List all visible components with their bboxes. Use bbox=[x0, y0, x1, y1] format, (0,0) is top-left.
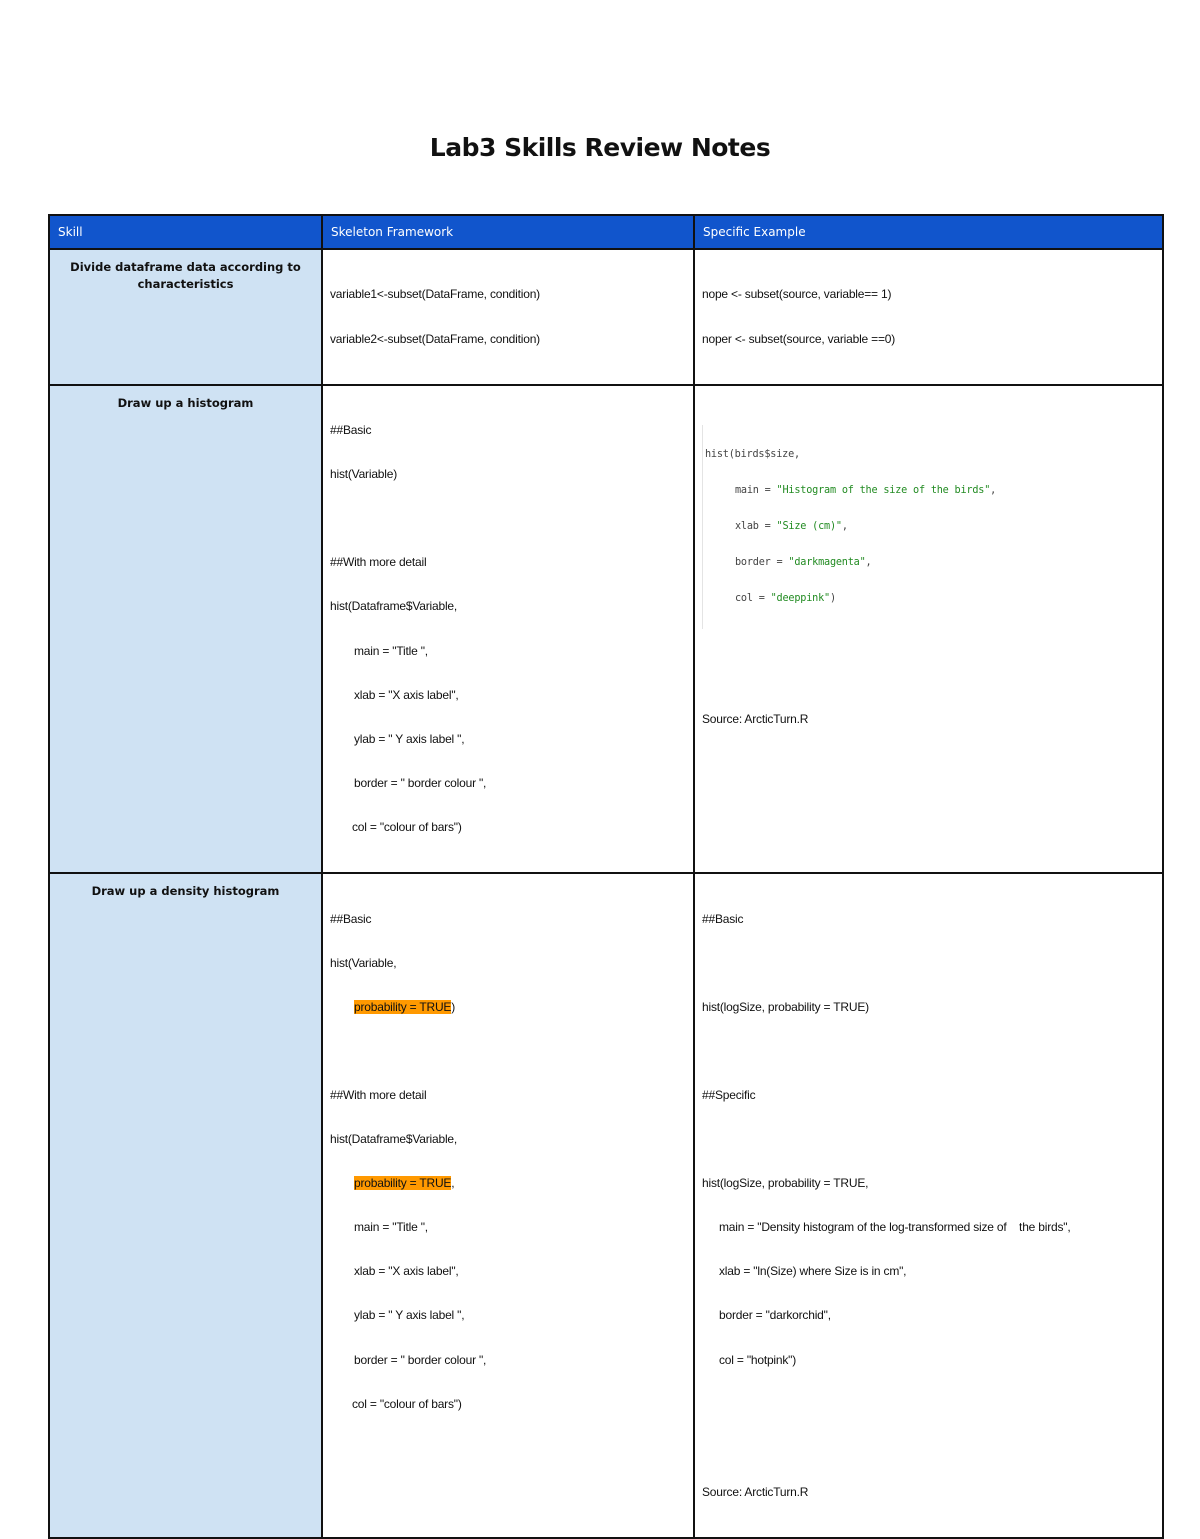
code-line bbox=[705, 485, 1155, 497]
code-line: hist(Variable, bbox=[330, 955, 397, 970]
code-screenshot bbox=[702, 425, 1155, 629]
code-line: ylab = " Y axis label ", bbox=[354, 1308, 465, 1323]
code-key: main = bbox=[735, 485, 777, 497]
code-key: border = bbox=[735, 557, 789, 569]
code-line: nope <- subset(source, variable== 1) bbox=[702, 287, 892, 302]
blank-line bbox=[702, 956, 1155, 971]
code-line: variable1<-subset(DataFrame, condition) bbox=[330, 287, 540, 302]
code-line: col = "hotpink") bbox=[719, 1352, 797, 1367]
code-line: xlab = "X axis label", bbox=[354, 1264, 459, 1279]
highlighted-arg: probability = TRUE bbox=[354, 1176, 452, 1191]
blank-line bbox=[702, 1397, 1155, 1412]
code-line bbox=[330, 1000, 686, 1015]
skeleton-cell bbox=[322, 385, 694, 873]
blank-line bbox=[330, 1044, 686, 1059]
code-line: noper <- subset(source, variable ==0) bbox=[702, 331, 896, 346]
spacer bbox=[702, 658, 1155, 682]
code-punct: ) bbox=[451, 999, 456, 1014]
blank-line bbox=[702, 1441, 1155, 1456]
code-punct: , bbox=[865, 557, 872, 569]
blank-line bbox=[330, 511, 686, 526]
code-line: ##With more detail bbox=[330, 1087, 427, 1102]
code-line: main = "Density histogram of the log-transformed size of the birds", bbox=[719, 1220, 1071, 1235]
code-line: main = "Title ", bbox=[354, 643, 428, 658]
source-note: Source: ArcticTurn.R bbox=[702, 711, 809, 726]
table-row bbox=[49, 249, 1163, 385]
code-line: variable2<-subset(DataFrame, condition) bbox=[330, 331, 540, 346]
source-note: Source: ArcticTurn.R bbox=[702, 1484, 809, 1499]
code-key: col = bbox=[735, 593, 771, 605]
code-line: ##With more detail bbox=[330, 555, 427, 570]
code-line: ##Basic bbox=[330, 423, 372, 438]
code-string: "deeppink" bbox=[770, 593, 830, 605]
code-line: col = "colour of bars") bbox=[352, 1396, 462, 1411]
table-row bbox=[49, 873, 1163, 1538]
code-line bbox=[705, 593, 1155, 605]
skill-cell: Draw up a density histogram bbox=[49, 873, 322, 1538]
example-cell bbox=[694, 249, 1163, 385]
code-line: hist(Variable) bbox=[330, 467, 398, 482]
code-line bbox=[330, 1176, 686, 1191]
skeleton-cell bbox=[322, 873, 694, 1538]
highlighted-arg: probability = TRUE bbox=[354, 999, 452, 1014]
code-line: ##Basic bbox=[702, 911, 744, 926]
table-row bbox=[49, 385, 1163, 873]
code-line: border = "darkorchid", bbox=[719, 1308, 831, 1323]
code-line: hist(logSize, probability = TRUE) bbox=[702, 999, 869, 1014]
example-cell bbox=[694, 873, 1163, 1538]
code-punct: ) bbox=[829, 593, 836, 605]
code-line: main = "Title ", bbox=[354, 1220, 428, 1235]
code-line: ##Basic bbox=[330, 911, 372, 926]
code-line: hist(birds$size, bbox=[705, 449, 800, 461]
header-row bbox=[49, 215, 1163, 249]
code-string: "Size (cm)" bbox=[776, 521, 842, 533]
code-key: xlab = bbox=[735, 521, 777, 533]
code-line bbox=[705, 521, 1155, 533]
example-cell bbox=[694, 385, 1163, 873]
code-punct: , bbox=[990, 485, 997, 497]
code-line: xlab = "ln(Size) where Size is in cm", bbox=[719, 1264, 907, 1279]
skeleton-cell bbox=[322, 249, 694, 385]
code-punct: , bbox=[841, 521, 848, 533]
code-line: hist(Dataframe$Variable, bbox=[330, 1132, 458, 1147]
header-skeleton: Skeleton Framework bbox=[322, 215, 694, 249]
document-title: Lab3 Skills Review Notes bbox=[429, 133, 771, 162]
code-string: "Histogram of the size of the birds" bbox=[776, 485, 991, 497]
code-line: col = "colour of bars") bbox=[352, 820, 462, 834]
skill-cell: Divide dataframe data according to characteristics bbox=[49, 249, 322, 385]
header-skill: Skill bbox=[49, 215, 322, 249]
code-line: hist(Dataframe$Variable, bbox=[330, 599, 458, 614]
code-punct: , bbox=[451, 1176, 455, 1191]
code-line: border = " border colour ", bbox=[354, 1352, 487, 1367]
code-line bbox=[705, 557, 1155, 569]
header-example: Specific Example bbox=[694, 215, 1163, 249]
blank-line bbox=[702, 1044, 1155, 1059]
code-string: "darkmagenta" bbox=[788, 557, 866, 569]
blank-line bbox=[702, 1132, 1155, 1147]
code-line: ##Specific bbox=[702, 1087, 756, 1102]
code-line: border = " border colour ", bbox=[354, 775, 487, 790]
skill-cell: Draw up a histogram bbox=[49, 385, 322, 873]
code-line: xlab = "X axis label", bbox=[354, 687, 459, 702]
skills-table bbox=[48, 214, 1164, 1539]
code-line: ylab = " Y axis label ", bbox=[354, 731, 465, 746]
code-line: hist(logSize, probability = TRUE, bbox=[702, 1176, 869, 1191]
